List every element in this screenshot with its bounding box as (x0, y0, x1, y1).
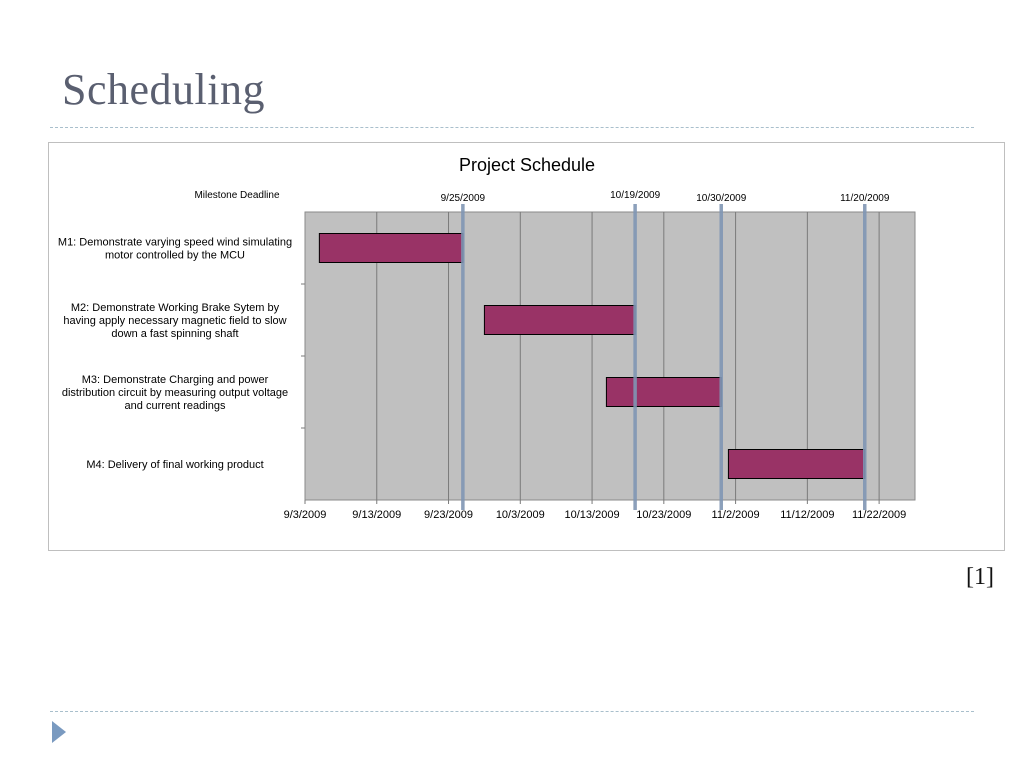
milestone-label: 10/30/2009 (696, 193, 747, 204)
x-tick-label: 9/3/2009 (283, 509, 327, 521)
milestone-header: Milestone Deadline (194, 190, 280, 201)
x-tick-label: 10/23/2009 (636, 509, 692, 521)
x-tick-label: 11/2/2009 (711, 509, 760, 521)
citation: [1] (966, 564, 994, 590)
x-tick-label: 10/3/2009 (495, 509, 545, 521)
x-tick-label: 9/23/2009 (424, 509, 473, 521)
x-tick-label: 9/13/2009 (352, 509, 402, 521)
gantt-bar-m3 (606, 378, 721, 407)
gantt-bar-m1 (319, 234, 463, 263)
x-tick-label: 11/12/2009 (780, 509, 835, 521)
milestone-label: 9/25/2009 (440, 193, 486, 204)
chart-title: Project Schedule (458, 155, 596, 175)
x-tick-label: 11/22/2009 (851, 509, 907, 521)
milestone-label: 11/20/2009 (840, 193, 890, 204)
task-label-m1: M1: Demonstrate varying speed wind simulating motor controlled by the MCU (57, 236, 293, 262)
slide-nav-arrow-icon (52, 721, 66, 743)
slide-title: Scheduling (62, 65, 265, 114)
bottom-divider (50, 711, 974, 712)
gantt-bar-m2 (484, 306, 635, 335)
task-label-m4: M4: Delivery of final working product (86, 459, 264, 471)
task-label-m2: M2: Demonstrate Working Brake Sytem by having apply necessary magnetic field to slow down a fast spinning shaft (63, 302, 287, 340)
milestone-label: 10/19/2009 (610, 190, 661, 201)
task-label-m3: M3: Demonstrate Charging and power distribution circuit by measuring output voltage and current readings (61, 374, 289, 412)
x-tick-label: 10/13/2009 (564, 509, 620, 521)
gantt-bar-m4 (728, 450, 864, 479)
